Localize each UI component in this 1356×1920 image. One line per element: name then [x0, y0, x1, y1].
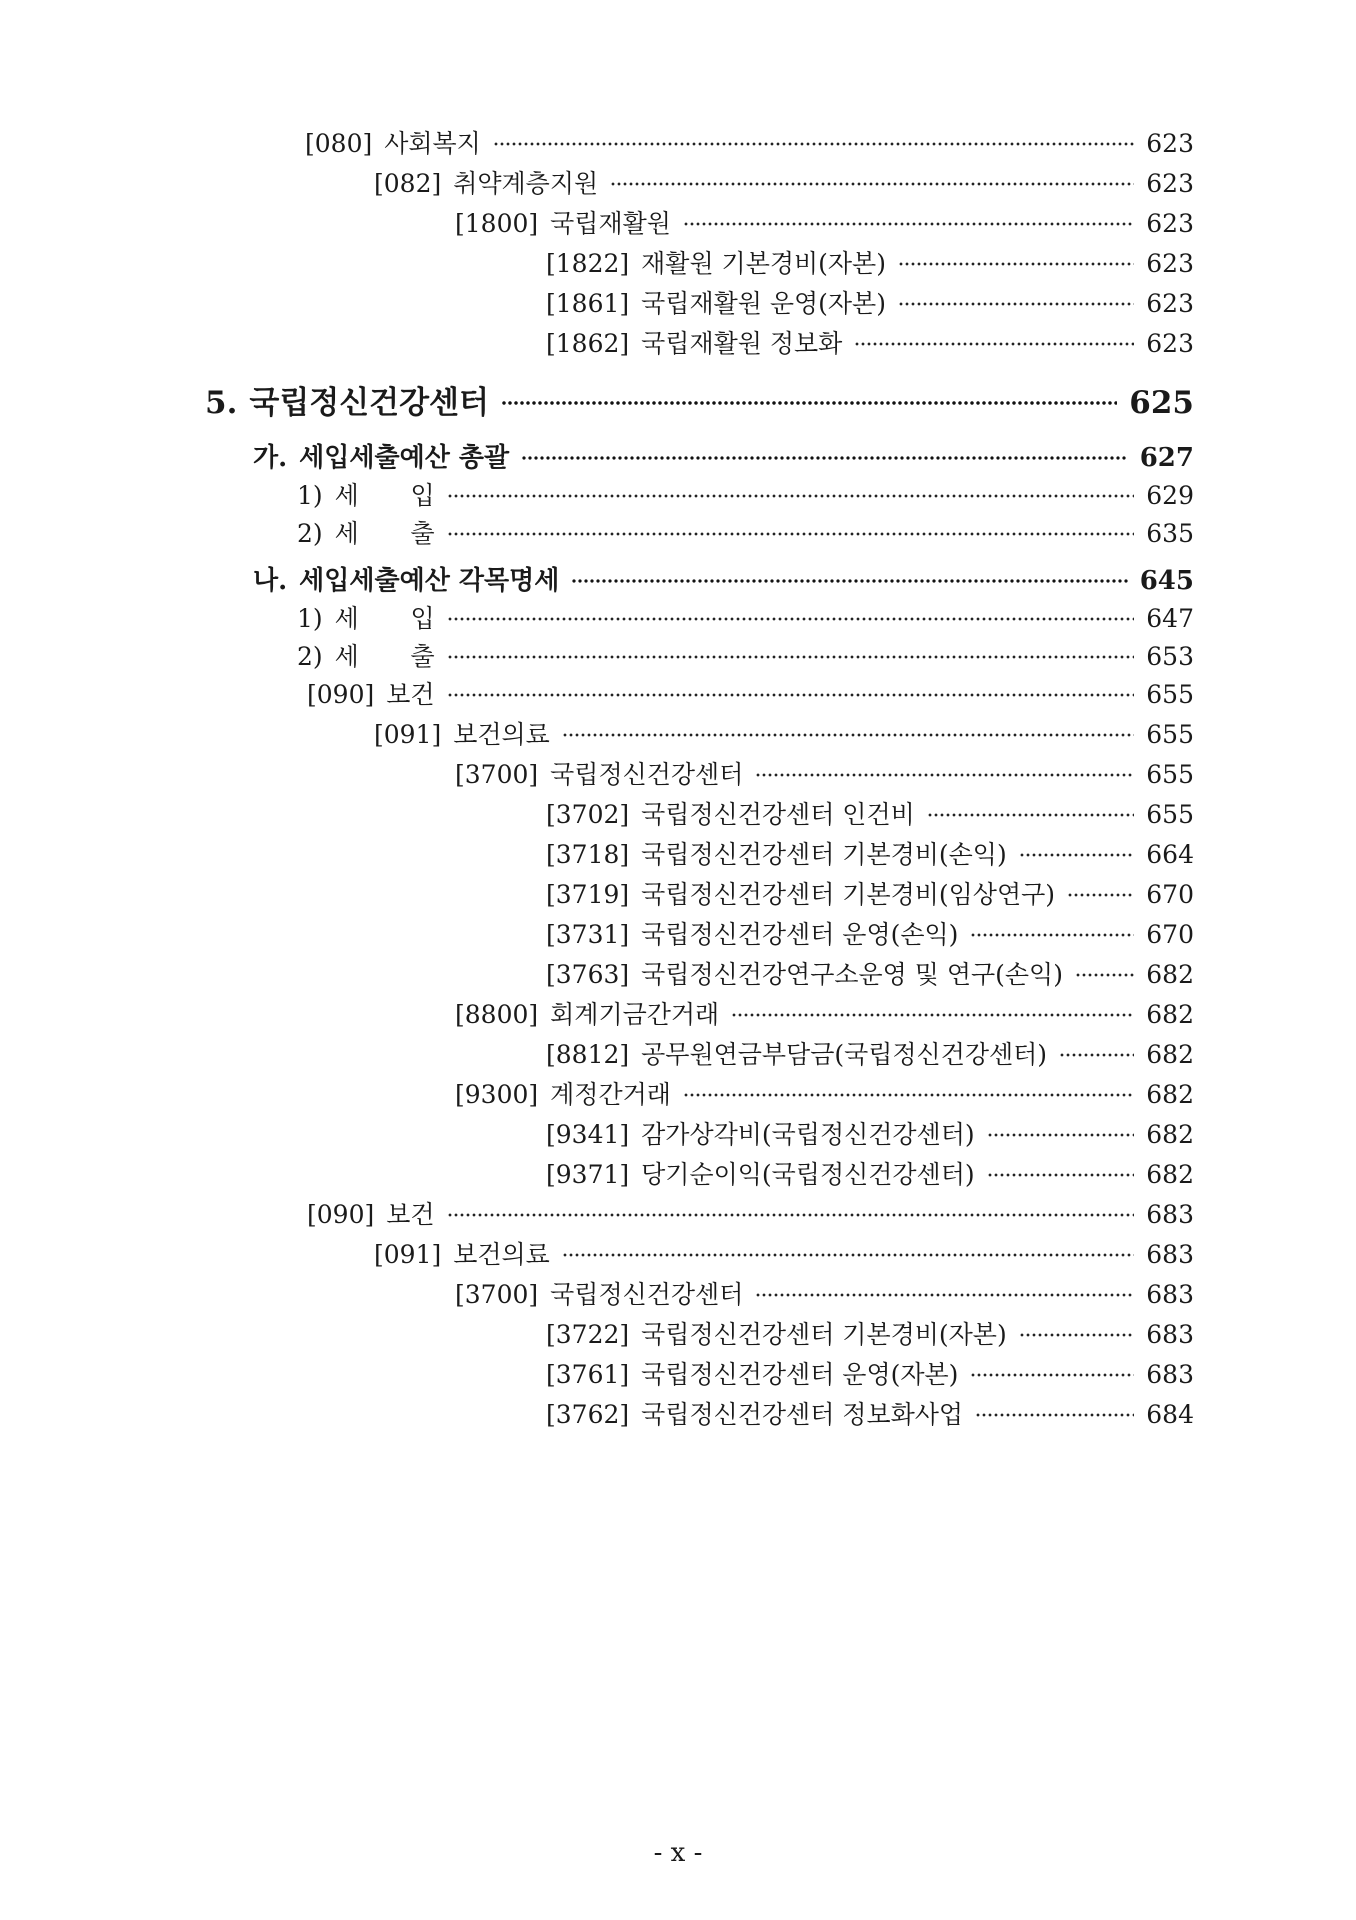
dot-leader — [447, 654, 1135, 660]
entry-page: 645 — [1139, 566, 1194, 596]
entry-page: 623 — [1146, 169, 1194, 198]
section-title: 국립정신건강센터 — [249, 385, 489, 421]
dot-leader — [987, 1172, 1135, 1178]
entry-code: [3722] — [546, 1320, 630, 1349]
entry-code: [1862] — [546, 329, 630, 358]
dot-leader — [1019, 852, 1135, 858]
toc-entry[interactable] — [297, 642, 1194, 672]
toc-entry[interactable] — [297, 604, 1194, 634]
entry-label: 국립정신건강센터 기본경비(임상연구) — [641, 880, 1055, 909]
entry-page: 623 — [1146, 129, 1194, 158]
entry-code: 2) — [297, 642, 323, 671]
entry-page: 683 — [1146, 1360, 1194, 1389]
section-number: 5. — [205, 385, 238, 421]
dot-leader — [927, 812, 1135, 818]
entry-code: [090] — [307, 1200, 375, 1229]
dot-leader — [970, 932, 1134, 938]
entry-code: [3702] — [546, 800, 630, 829]
dot-leader — [1067, 892, 1134, 898]
dot-leader — [898, 261, 1134, 267]
entry-label: 보건 — [386, 680, 435, 709]
dot-leader — [1075, 972, 1134, 978]
entry-code: [082] — [374, 169, 442, 198]
toc-entry[interactable] — [305, 129, 1194, 159]
entry-page: 664 — [1146, 840, 1194, 869]
entry-label: 국립재활원 운영(자본) — [641, 289, 886, 318]
dot-leader — [447, 531, 1135, 537]
entry-page: 682 — [1146, 1120, 1194, 1149]
toc-entry[interactable] — [546, 329, 1194, 359]
entry-page: 655 — [1146, 800, 1194, 829]
entry-page: 655 — [1146, 680, 1194, 709]
entry-label: 재활원 기본경비(자본) — [641, 249, 886, 278]
dot-leader — [755, 1292, 1134, 1298]
dot-leader — [562, 1252, 1134, 1258]
toc-entry[interactable] — [546, 800, 1194, 830]
entry-code: [8812] — [546, 1040, 630, 1069]
entry-page: 653 — [1146, 642, 1194, 671]
toc-entry[interactable] — [546, 840, 1194, 870]
toc-entry[interactable] — [455, 760, 1194, 790]
toc-entry[interactable] — [455, 1000, 1194, 1030]
entry-page: 629 — [1146, 481, 1194, 510]
toc-entry[interactable] — [546, 1040, 1194, 1070]
entry-code: [3719] — [546, 880, 630, 909]
toc-entry[interactable] — [546, 289, 1194, 319]
toc-entry[interactable] — [546, 1160, 1194, 1190]
entry-label: 국립재활원 정보화 — [641, 329, 843, 358]
entry-page: 625 — [1129, 385, 1194, 421]
entry-code: 1) — [297, 604, 323, 633]
toc-entry[interactable] — [455, 209, 1194, 239]
entry-page: 623 — [1146, 289, 1194, 318]
entry-page: 684 — [1146, 1400, 1194, 1429]
entry-page: 682 — [1146, 960, 1194, 989]
subsection-number: 가. — [253, 443, 288, 473]
entry-page: 623 — [1146, 329, 1194, 358]
entry-label: 사회복지 — [384, 129, 481, 158]
entry-label: 국립정신건강연구소운영 및 연구(손익) — [641, 960, 1063, 989]
dot-leader — [447, 493, 1135, 499]
dot-leader — [562, 732, 1134, 738]
entry-code: 2) — [297, 519, 323, 548]
dot-leader — [898, 301, 1134, 307]
toc-subsection[interactable] — [253, 443, 1194, 473]
entry-page: 682 — [1146, 1040, 1194, 1069]
entry-label: 회계기금간거래 — [550, 1000, 720, 1029]
subsection-title: 세입세출예산 총괄 — [299, 443, 510, 473]
entry-label: 국립정신건강센터 — [550, 1280, 744, 1309]
entry-code: [090] — [307, 680, 375, 709]
dot-leader — [975, 1412, 1134, 1418]
entry-page: 683 — [1146, 1320, 1194, 1349]
dot-leader — [731, 1012, 1134, 1018]
entry-code: [8800] — [455, 1000, 539, 1029]
toc-entry[interactable] — [546, 880, 1194, 910]
dot-leader — [854, 341, 1134, 347]
entry-page: 670 — [1146, 880, 1194, 909]
page-number-footer: - x - — [653, 1838, 703, 1868]
entry-label: 당기순이익(국립정신건강센터) — [641, 1160, 975, 1189]
entry-page: 682 — [1146, 1080, 1194, 1109]
entry-code: [080] — [305, 129, 373, 158]
entry-page: 623 — [1146, 209, 1194, 238]
dot-leader — [987, 1132, 1135, 1138]
dot-leader — [755, 772, 1134, 778]
entry-code: [3762] — [546, 1400, 630, 1429]
entry-page: 647 — [1146, 604, 1194, 633]
toc-entry[interactable] — [297, 519, 1194, 549]
entry-label: 세 출 — [334, 642, 435, 671]
entry-code: [9371] — [546, 1160, 630, 1189]
entry-code: [3700] — [455, 760, 539, 789]
dot-leader — [447, 616, 1135, 622]
entry-page: 682 — [1146, 1000, 1194, 1029]
entry-label: 국립정신건강센터 — [550, 760, 744, 789]
toc-entry[interactable] — [455, 1280, 1194, 1310]
entry-label: 보건의료 — [453, 1240, 550, 1269]
toc-entry[interactable] — [546, 1320, 1194, 1350]
entry-page: 635 — [1146, 519, 1194, 548]
entry-page: 655 — [1146, 720, 1194, 749]
entry-label: 감가상각비(국립정신건강센터) — [641, 1120, 975, 1149]
dot-leader — [571, 578, 1127, 584]
entry-code: [3763] — [546, 960, 630, 989]
entry-label: 국립재활원 — [550, 209, 671, 238]
dot-leader — [447, 1212, 1135, 1218]
entry-page: 683 — [1146, 1280, 1194, 1309]
entry-label: 국립정신건강센터 정보화사업 — [641, 1400, 964, 1429]
entry-label: 국립정신건강센터 기본경비(손익) — [641, 840, 1007, 869]
entry-label: 계정간거래 — [550, 1080, 671, 1109]
toc-section-5[interactable] — [205, 385, 1194, 421]
entry-code: 1) — [297, 481, 323, 510]
entry-code: [9300] — [455, 1080, 539, 1109]
toc-entry[interactable] — [546, 920, 1194, 950]
toc-entry[interactable] — [546, 249, 1194, 279]
entry-page: 670 — [1146, 920, 1194, 949]
entry-page: 683 — [1146, 1240, 1194, 1269]
dot-leader — [683, 221, 1134, 227]
entry-label: 세 출 — [334, 519, 435, 548]
entry-label: 세 입 — [334, 481, 435, 510]
entry-label: 보건 — [386, 1200, 435, 1229]
dot-leader — [1059, 1052, 1134, 1058]
subsection-title: 세입세출예산 각목명세 — [299, 566, 560, 596]
toc-entry[interactable] — [455, 1080, 1194, 1110]
entry-code: [3761] — [546, 1360, 630, 1389]
entry-code: [1861] — [546, 289, 630, 318]
dot-leader — [610, 181, 1134, 187]
entry-code: [3718] — [546, 840, 630, 869]
dot-leader — [501, 400, 1117, 406]
toc-entry[interactable] — [374, 1240, 1194, 1270]
dot-leader — [493, 141, 1134, 147]
toc-entry[interactable] — [546, 960, 1194, 990]
entry-label: 국립정신건강센터 운영(자본) — [641, 1360, 959, 1389]
entry-label: 국립정신건강센터 운영(손익) — [641, 920, 959, 949]
entry-page: 655 — [1146, 760, 1194, 789]
dot-leader — [683, 1092, 1134, 1098]
dot-leader — [1019, 1332, 1135, 1338]
toc-entry[interactable] — [307, 1200, 1194, 1230]
toc-entry[interactable] — [374, 720, 1194, 750]
entry-label: 국립정신건강센터 인건비 — [641, 800, 915, 829]
entry-code: [1822] — [546, 249, 630, 278]
entry-code: [9341] — [546, 1120, 630, 1149]
toc-entry[interactable] — [546, 1400, 1194, 1430]
toc-subsection[interactable] — [253, 566, 1194, 596]
entry-code: [091] — [374, 720, 442, 749]
toc-entry[interactable] — [546, 1360, 1194, 1390]
entry-code: [3700] — [455, 1280, 539, 1309]
dot-leader — [970, 1372, 1134, 1378]
entry-label: 국립정신건강센터 기본경비(자본) — [641, 1320, 1007, 1349]
entry-label: 취약계층지원 — [453, 169, 599, 198]
entry-code: [1800] — [455, 209, 539, 238]
toc-entry[interactable] — [297, 481, 1194, 511]
entry-page: 623 — [1146, 249, 1194, 278]
toc-entry[interactable] — [374, 169, 1194, 199]
entry-code: [091] — [374, 1240, 442, 1269]
entry-page: 683 — [1146, 1200, 1194, 1229]
entry-label: 공무원연금부담금(국립정신건강센터) — [641, 1040, 1048, 1069]
dot-leader — [521, 455, 1128, 461]
subsection-number: 나. — [253, 566, 288, 596]
entry-code: [3731] — [546, 920, 630, 949]
dot-leader — [447, 692, 1135, 698]
entry-page: 682 — [1146, 1160, 1194, 1189]
toc-entry[interactable] — [546, 1120, 1194, 1150]
entry-label: 세 입 — [334, 604, 435, 633]
toc-entry[interactable] — [307, 680, 1194, 710]
entry-label: 보건의료 — [453, 720, 550, 749]
entry-page: 627 — [1139, 443, 1194, 473]
